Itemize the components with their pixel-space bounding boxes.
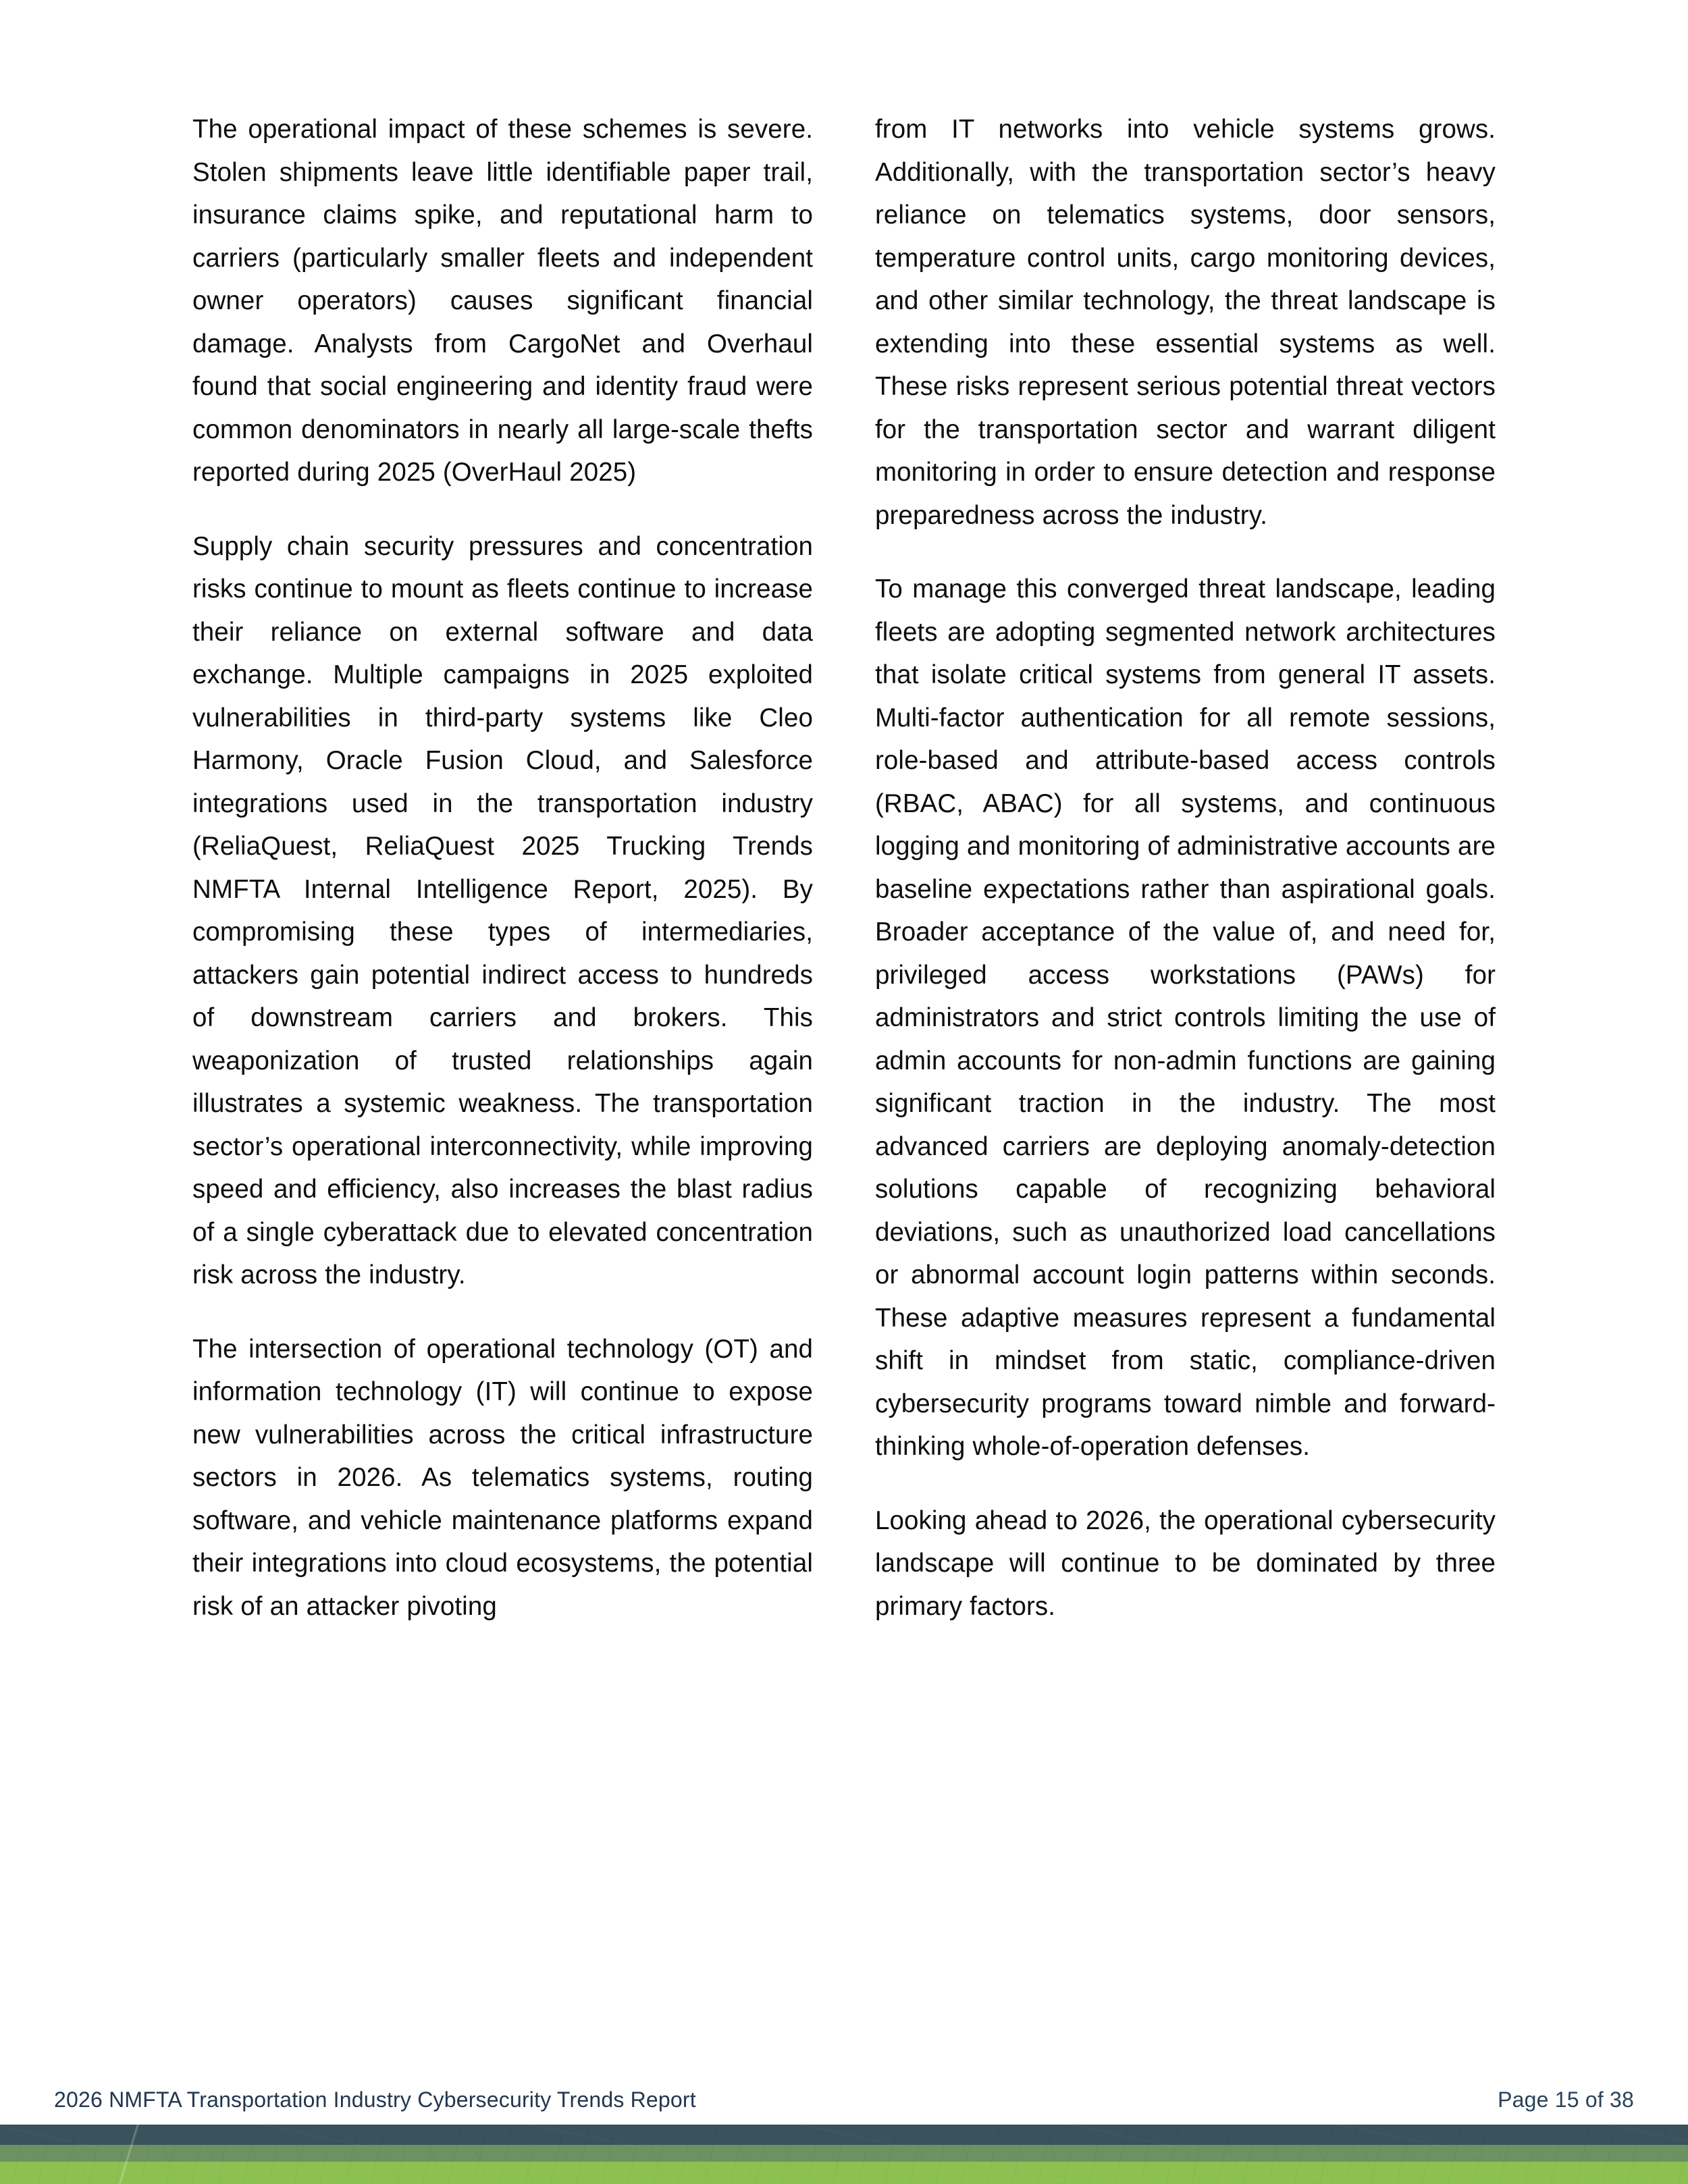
page-footer [0,2079,1688,2120]
footer-report-title: 2026 NMFTA Transportation Industry Cybersecurity Trends Report [54,2087,696,2112]
paragraph: Supply chain security pressures and concentration risks continue to mount as fleets continue to increase their reliance on external software and data exchange. Multiple campaigns in 2025 exploited vulnerabilities in third-party systems like Cleo Harmony, Oracle Fusion Cloud, and Salesforce integrations used in the transportation industry (ReliaQuest, ReliaQuest 2025 Trucking Trends NMFTA Internal Intelligence Report, 2025). By compromising these types of intermediaries, attackers gain potential indirect access to hundreds of downstream carriers and brokers. This weaponization of trusted relationships again illustrates a systemic weakness. The transportation sector’s operational interconnectivity, while improving speed and efficiency, also increases the blast radius of a single cyberattack due to elevated concentration risk across the industry. [192,531,813,1289]
paragraph: Looking ahead to 2026, the operational cybersecurity landscape will continue to be dominated by three primary factors. [875,1506,1496,1621]
band-olive-green [0,2145,1688,2162]
two-column-body [192,108,1496,1628]
paragraph: from IT networks into vehicle systems grows. Additionally, with the transportation sector’s heavy reliance on telematics systems, door sensors, temperature control units, cargo monitoring devices, and other similar technology, the threat landscape is extending into these essential systems as well. These risks represent serious potential threat vectors for the transportation sector and warrant diligent monitoring in order to ensure detection and response preparedness across the industry. [875,115,1496,530]
paragraph: To manage this converged threat landscape, leading fleets are adopting segmented network architectures that isolate critical systems from general IT assets. Multi-factor authentication for all remote sessions, role-based and attribute-based access controls (RBAC, ABAC) for all systems, and continuous logging and monitoring of administrative accounts are baseline expectations rather than aspirational goals. Broader acceptance of the value of, and need for, privileged access workstations (PAWs) for administrators and strict controls limiting the use of admin accounts for non-admin functions are gaining significant traction in the industry. The most advanced carriers are deploying anomaly-detection solutions capable of recognizing behavioral deviations, such as unauthorized load cancellations or abnormal account login patterns within seconds. These adaptive measures represent a fundamental shift in mindset from static, compliance-driven cybersecurity programs toward nimble and forward-thinking whole-of-operation defenses. [875,575,1496,1461]
paragraph: The operational impact of these schemes is severe. Stolen shipments leave little identifiable paper trail, insurance claims spike, and reputational harm to carriers (particularly smaller fleets and independent owner operators) causes significant financial damage. Analysts from CargoNet and Overhaul found that social engineering and identity fraud were common denominators in nearly all large-scale thefts reported during 2025 (OverHaul 2025) [192,115,813,487]
band-dark-slate [0,2125,1688,2145]
band-bright-green [0,2162,1688,2184]
paragraph: The intersection of operational technology (OT) and information technology (IT) will continue to expose new vulnerabilities across the critical infrastructure sectors in 2026. As telematics systems, routing software, and vehicle maintenance platforms expand their integrations into cloud ecosystems, the potential risk of an attacker pivoting [192,1334,813,1621]
right-column [875,108,1496,1628]
footer-page-number: Page 15 of 38 [1498,2087,1634,2112]
footer-decorative-bands [0,2125,1688,2184]
left-column [192,108,813,1628]
